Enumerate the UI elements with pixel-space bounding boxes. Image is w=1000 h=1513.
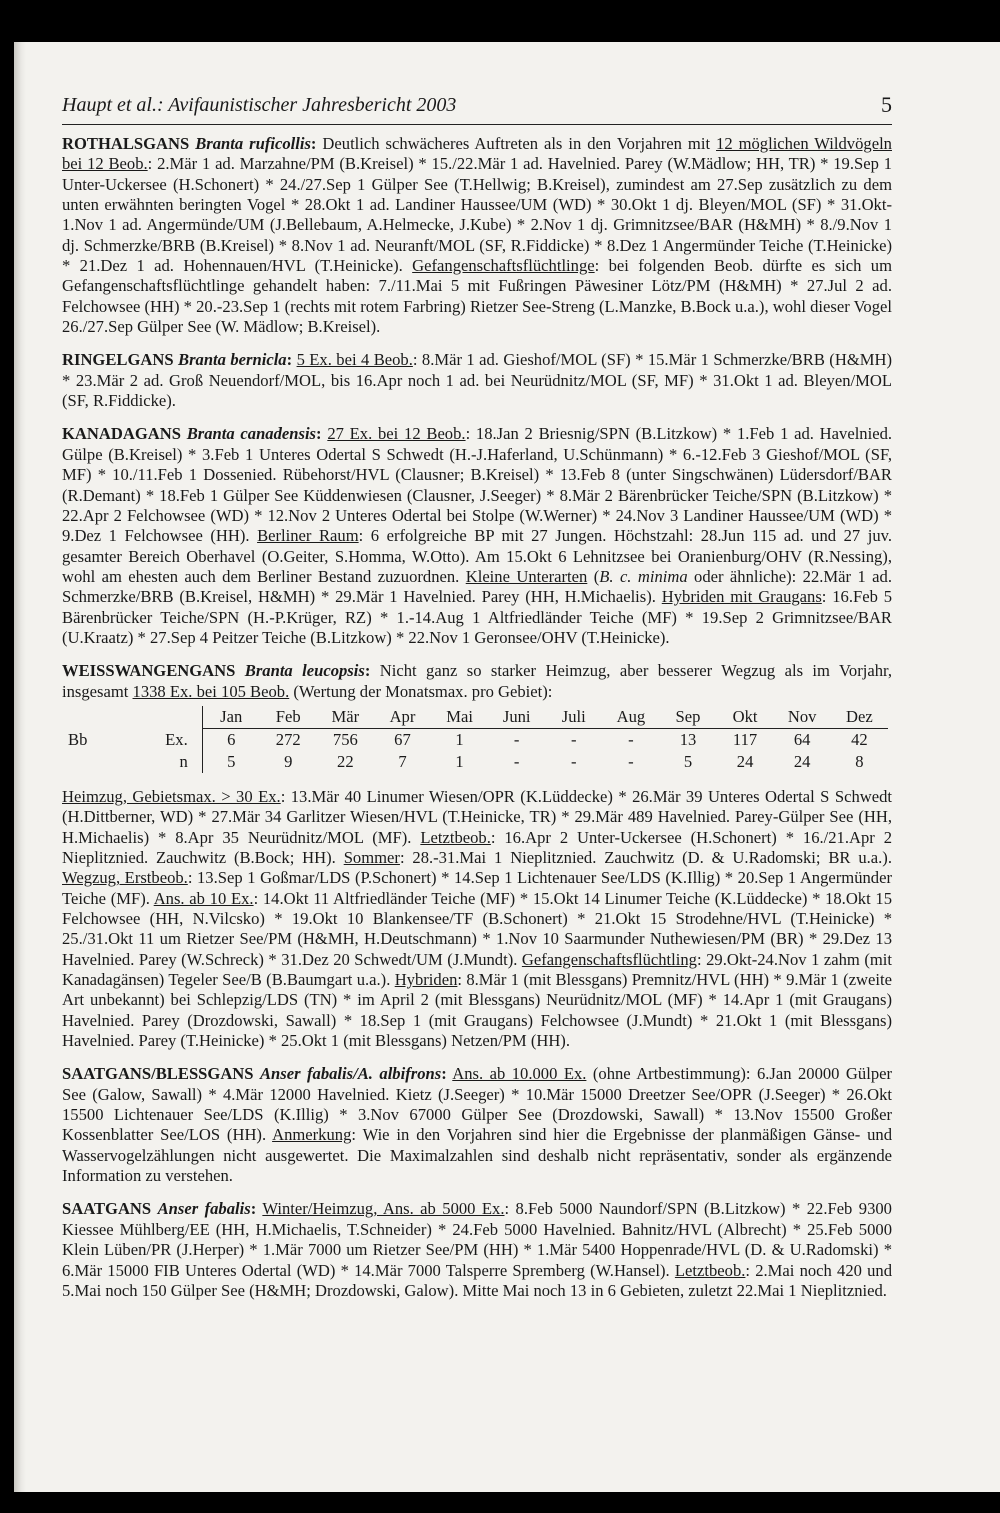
table-header-cell: Aug xyxy=(616,706,646,726)
table-cell: 1 xyxy=(455,751,464,771)
table-cell: 64 xyxy=(774,728,831,751)
species-name: ROTHALSGANS xyxy=(62,134,190,153)
document-page xyxy=(14,42,1000,1492)
table-cell: 22 xyxy=(337,751,354,771)
species-entry-weisswangengans: WEISSWANGENGANS Branta leucopsis: Nicht ganz so starker Heimzug, aber besserer Wegzug als im Vorjahr, insgesamt 1338 Ex. bei 105 Beob. (Wertung der Monatsmax. pro Gebiet): xyxy=(62,661,893,701)
species-name: SAATGANS/BLESSGANS xyxy=(62,1064,254,1084)
table-cell: - xyxy=(628,751,634,771)
table-cell: 6 xyxy=(202,728,259,751)
running-title: Haupt et al.: Avifaunistischer Jahresbericht 2003 xyxy=(62,94,457,116)
table-cell: 8 xyxy=(855,751,864,771)
table-cell: 42 xyxy=(831,728,888,751)
table-header-cell: Jan xyxy=(220,706,243,726)
table-header-cell: Juni xyxy=(502,706,531,726)
table-header-cell: Apr xyxy=(389,706,416,726)
table-cell: 13 xyxy=(659,728,716,751)
table-header-cell: Feb xyxy=(275,706,301,726)
table-cell: - xyxy=(602,728,659,751)
table-header-cell: Okt xyxy=(732,706,758,726)
page-number: 5 xyxy=(881,92,892,117)
table-cell: 5 xyxy=(227,751,236,771)
table-cell: - xyxy=(571,751,577,771)
table-row xyxy=(62,751,888,773)
species-entry-ringelgans: RINGELGANS Branta bernicla: 5 Ex. bei 4 Beob.: 8.Mär 1 ad. Gieshof/MOL (SF) * 15.Mär 1 Schmerzke/BRB (H&MH) * 23.Mär 2 ad. Groß Neuendorf/MOL, bis 16.Apr noch 1 ad. bei Neurüdnitz/MOL (SF, MF) * 31.Okt 1 ad. Bleyen/MOL (SF, R.Fiddicke). xyxy=(62,350,892,411)
table-cell: - xyxy=(545,728,602,751)
table-header-cell: Juli xyxy=(561,706,586,726)
table-row-label xyxy=(62,751,119,773)
table-row-sublabel: n xyxy=(119,751,202,773)
table-cell: 5 xyxy=(683,751,693,771)
scientific-name: Branta leucopsis xyxy=(244,661,365,681)
species-entry-saatgans-blessgans: SAATGANS/BLESSGANS Anser fabalis/A. albifrons: Ans. ab 10.000 Ex. (ohne Artbestimmung): 6.Jan 20000 Gülper See (Galow, Sawall) * 4.Mär 12000 Havelnied. Kietz (J.Seeger) * 10.Mär 15000 Dreetzer See/OPR (J.Seeger) * 26.Okt 15500 Lichtenauer See/LDS (K.Illig) * 3.Nov 67000 Gülper See (Drozdowski, Sawall) * 13.Nov 15500 Großer Kossenblatter See/LOS (HH). Anmerkung: Wie in den Vorjahren sind hier die Ergebnisse der planmäßigen Gänse- und Wasservogelzählungen nicht ausgewertet. Die Maximalzahlen sind deshalb nicht repräsentativ, sonder als ergänzende Information zu verstehen. xyxy=(62,1064,893,1186)
table-row xyxy=(62,728,888,751)
species-name: KANADAGANS xyxy=(62,424,181,444)
table-cell: - xyxy=(513,751,520,771)
scientific-name: Branta canadensis xyxy=(186,424,317,444)
scientific-name: Branta ruficollis xyxy=(195,134,311,153)
species-entry-kanadagans: KANADAGANS Branta canadensis: 27 Ex. bei 12 Beob.: 18.Jan 2 Briesnig/SPN (B.Litzkow) * 1.Feb 1 ad. Havelnied. Gülpe (B.Kreisel) * 3.Feb 1 Unteres Odertal S Schwedt (H.-J.Haferland, U.Schünmann) * 6.-12.Feb 3 Gieshof/MOL (SF, MF) * 10./11.Feb 1 Dossenied. Rübehorst/HVL (Clausner; B.Kreisel) * 13.Feb 8 (unter Singschwänen) Lüdersdorf/BAR (R.Demant) * 18.Feb 1 Gülper See Küddenwiesen (Clausner, J.Seeger) * 8.Mär 2 Bärenbrücker Teiche/SPN (B.Litzkow) * 22.Apr 2 Felchowsee (WD) * 12.Nov 2 Unteres Odertal bei Stolpe (W.Werner) * 24.Nov 3 Landiner Haussee/UM (WD) * 9.Dez 1 Felchowsee (HH). Berliner Raum: 6 erfolgreiche BP mit 27 Jungen. Höchstzahl: 28.Jun 115 ad. und 27 juv. gesamter Bereich Oberhavel (O.Geiter, S.Homma, W.Otto). Am 15.Okt 6 Lehnitzsee bei Oranienburg/OHV (R.Nessing), wohl am ehesten auch dem Berliner Bestand zuzuordnen. Kleine Unterarten (B. c. minima oder ähnliche): 22.Mär 1 ad. Schmerzke/BRB (B.Kreisel, H&MH) * 29.Mär 1 Havelnied. Parey (HH, H.Michaelis). Hybriden mit Graugans: 16.Feb 5 Bärenbrücker Teiche/SPN (H.-P.Krüger, RZ) * 1.-14.Aug 1 Altfriedländer Teiche (MF) * 19.Sep 2 Grimnitzsee/BAR (U.Kraatz) * 27.Sep 4 Peitzer Teiche (B.Litzkow) * 22.Nov 1 Geronsee/OHV (T.Heinicke). xyxy=(62,424,893,647)
table-header-cell: Mär xyxy=(331,706,360,726)
table-header-cell: Nov xyxy=(787,706,817,726)
species-entry-saatgans: SAATGANS Anser fabalis: Winter/Heimzug, Ans. ab 5000 Ex.: 8.Feb 5000 Naundorf/SPN (B.Litzkow) * 22.Feb 9300 Kiessee Mühlberg/EE (HH, H.Michaelis, T.Schneider) * 24.Feb 5000 Havelnied. Bahnitz/HVL (Albrecht) * 25.Feb 5000 Klein Lüben/PR (J.Herper) * 1.Mär 7000 um Rietzer See/PM (HH) * 1.Mär 5400 Hoppenrade/HVL (D. & U.Radomski) * 6.Mär 15000 FIB Unteres Odertal (WD) * 14.Mär 7000 Talsperre Spremberg (W.Hansel). Letztbeob.: 2.Mai noch 420 und 5.Mai noch 150 Gülper See (H&MH; Drozdowski, Galow). Mitte Mai noch 13 in 6 Gebieten, zuletzt 22.Mai 1 Nieplitznied. xyxy=(62,1199,892,1300)
species-name: WEISSWANGENGANS xyxy=(62,661,236,681)
page-header xyxy=(62,92,892,125)
scientific-name: Anser fabalis/A. albifrons xyxy=(259,1064,442,1084)
species-name: RINGELGANS xyxy=(62,350,174,370)
table-header-cell: Sep xyxy=(675,706,701,726)
table-header-cell: Dez xyxy=(846,706,873,726)
table-cell: - xyxy=(488,728,545,751)
monthly-maxima-table xyxy=(62,706,888,773)
table-header-row xyxy=(62,706,888,729)
table-cell: 7 xyxy=(398,751,407,771)
page-gutter-shadow xyxy=(14,42,26,1492)
species-entry-rothalsgans: ROTHALSGANS Branta ruficollis: Deutlich schwächeres Auftreten als in den Vorjahren mit 12 möglichen Wildvögeln bei 12 Beob.: 2.Mär 1 ad. Marzahne/PM (B.Kreisel) * 15./22.Mär 1 ad. Havelnied. Parey (W.Mädlow; HH, TR) * 19.Sep 1 Unter-Uckersee (H.Schonert) * 24./27.Sep 1 Gülper See (T.Hellwig; B.Kreisel), zumindest am 27.Sep zusätzlich zu dem unten erwähnten beringten Vogel * 28.Okt 1 ad. Landiner Haussee/UM (WD) * 30.Okt 1 dj. Bleyen/MOL (SF) * 31.Okt-1.Nov 1 ad. Angermünde/UM (J.Bellebaum, A.Helmecke, J.Kube) * 2.Nov 1 dj. Grimnitzsee/BAR (H&MH) * 8./9.Nov 1 dj. Schmerzke/BRB (B.Kreisel) * 8.Nov 1 ad. Neuranft/MOL (SF, R.Fiddicke) * 8.Dez 1 Angermünder Teiche (T.Heinicke) * 21.Dez 1 ad. Hohennauen/HVL (T.Heinicke). Gefangenschaftsflüchtlinge: bei folgenden Beob. dürfte es sich um Gefangenschaftsflüchtlinge gehandelt haben: 7./11.Mai 5 mit Fußringen Päwesiner Lötz/PM (H&MH) * 27.Jul 2 ad. Felchowsee (HH) * 20.-23.Sep 1 (rechts mit rotem Farbring) Rietzer See-Streng (L.Manzke, B.Bock u.a.), wohl dieser Vogel 26./27.Sep Gülper See (W. Mädlow; B.Kreisel). xyxy=(62,134,892,337)
table-cell: 9 xyxy=(284,751,293,771)
report-body xyxy=(62,134,892,1314)
table-cell: 67 xyxy=(374,728,431,751)
scientific-name: Branta bernicla xyxy=(178,350,287,370)
table-cell: 1 xyxy=(431,728,488,751)
scientific-name: Anser fabalis xyxy=(157,1199,251,1219)
table-cell: 117 xyxy=(717,728,774,751)
table-cell: 756 xyxy=(317,728,374,751)
table-cell: 24 xyxy=(793,751,811,771)
table-cell: 272 xyxy=(260,728,317,751)
table-cell: 24 xyxy=(736,751,754,771)
table-row-label: Bb xyxy=(68,729,88,749)
table-header-cell: Mai xyxy=(446,706,473,726)
species-entry-weisswangengans-details: Heimzug, Gebietsmax. > 30 Ex.: 13.Mär 40 Linumer Wiesen/OPR (K.Lüddecke) * 26.Mär 39 Unteres Odertal S Schwedt (H.Dittberner, WD) * 27.Mär 34 Garlitzer Wiesen/HVL (T.Heinicke, TR) * 29.Mär 489 Havelnied. Parey-Gülper See (HH, H.Michaelis) * 8.Apr 35 Neurüdnitz/MOL (MF). Letztbeob.: 16.Apr 2 Unter-Uckersee (H.Schonert) * 16./21.Apr 2 Nieplitznied. Zauchwitz (B.Bock; HH). Sommer: 28.-31.Mai 1 Nieplitznied. Zauchwitz (D. & U.Radomski; BR u.a.). Wegzug, Erstbeob.: 13.Sep 1 Goßmar/LDS (P.Schonert) * 14.Sep 1 Lichtenauer See/LDS (K.Illig) * 20.Sep 1 Angermünder Teiche (MF). Ans. ab 10 Ex.: 14.Okt 11 Altfriedländer Teiche (MF) * 15.Okt 14 Linumer Teiche (K.Lüddecke) * 18.Okt 15 Felchowsee (HH, N.Vilcsko) * 19.Okt 10 Blankensee/TF (B.Schonert) * 21.Okt 15 Strodehne/HVL (T.Heinicke) * 25./31.Okt 11 um Rietzer See/PM (H&MH, H.Deutschmann) * 1.Nov 10 Saarmunder Nuthewiesen/PM (BR) * 29.Dez 13 Havelnied. Parey (W.Schreck) * 31.Dez 20 Schwedt/UM (J.Mundt). Gefangenschaftsflüchtling: 29.Okt-24.Nov 1 zahm (mit Kanadagänsen) Tegeler See/B (B.Baumgart u.a.). Hybriden: 8.Mär 1 (mit Blessgans) Premnitz/HVL (HH) * 9.Mär 1 (zweite Art unbekannt) bei Schlepzig/LDS (TN) * im April 2 (mit Blessgans) Neurüdnitz/MOL (MF) * 14.Apr 1 (mit Graugans) Havelnied. Parey (Drozdowski, Sawall) * 18.Sep 1 (mit Graugans) Felchowsee (J.Mundt) * 21.Okt 1 (mit Blessgans) Havelnied. Parey (T.Heinicke) * 25.Okt 1 (mit Blessgans) Netzen/PM (HH). xyxy=(62,786,893,1051)
species-name: SAATGANS xyxy=(62,1199,152,1219)
table-row-sublabel: Ex. xyxy=(119,728,202,751)
